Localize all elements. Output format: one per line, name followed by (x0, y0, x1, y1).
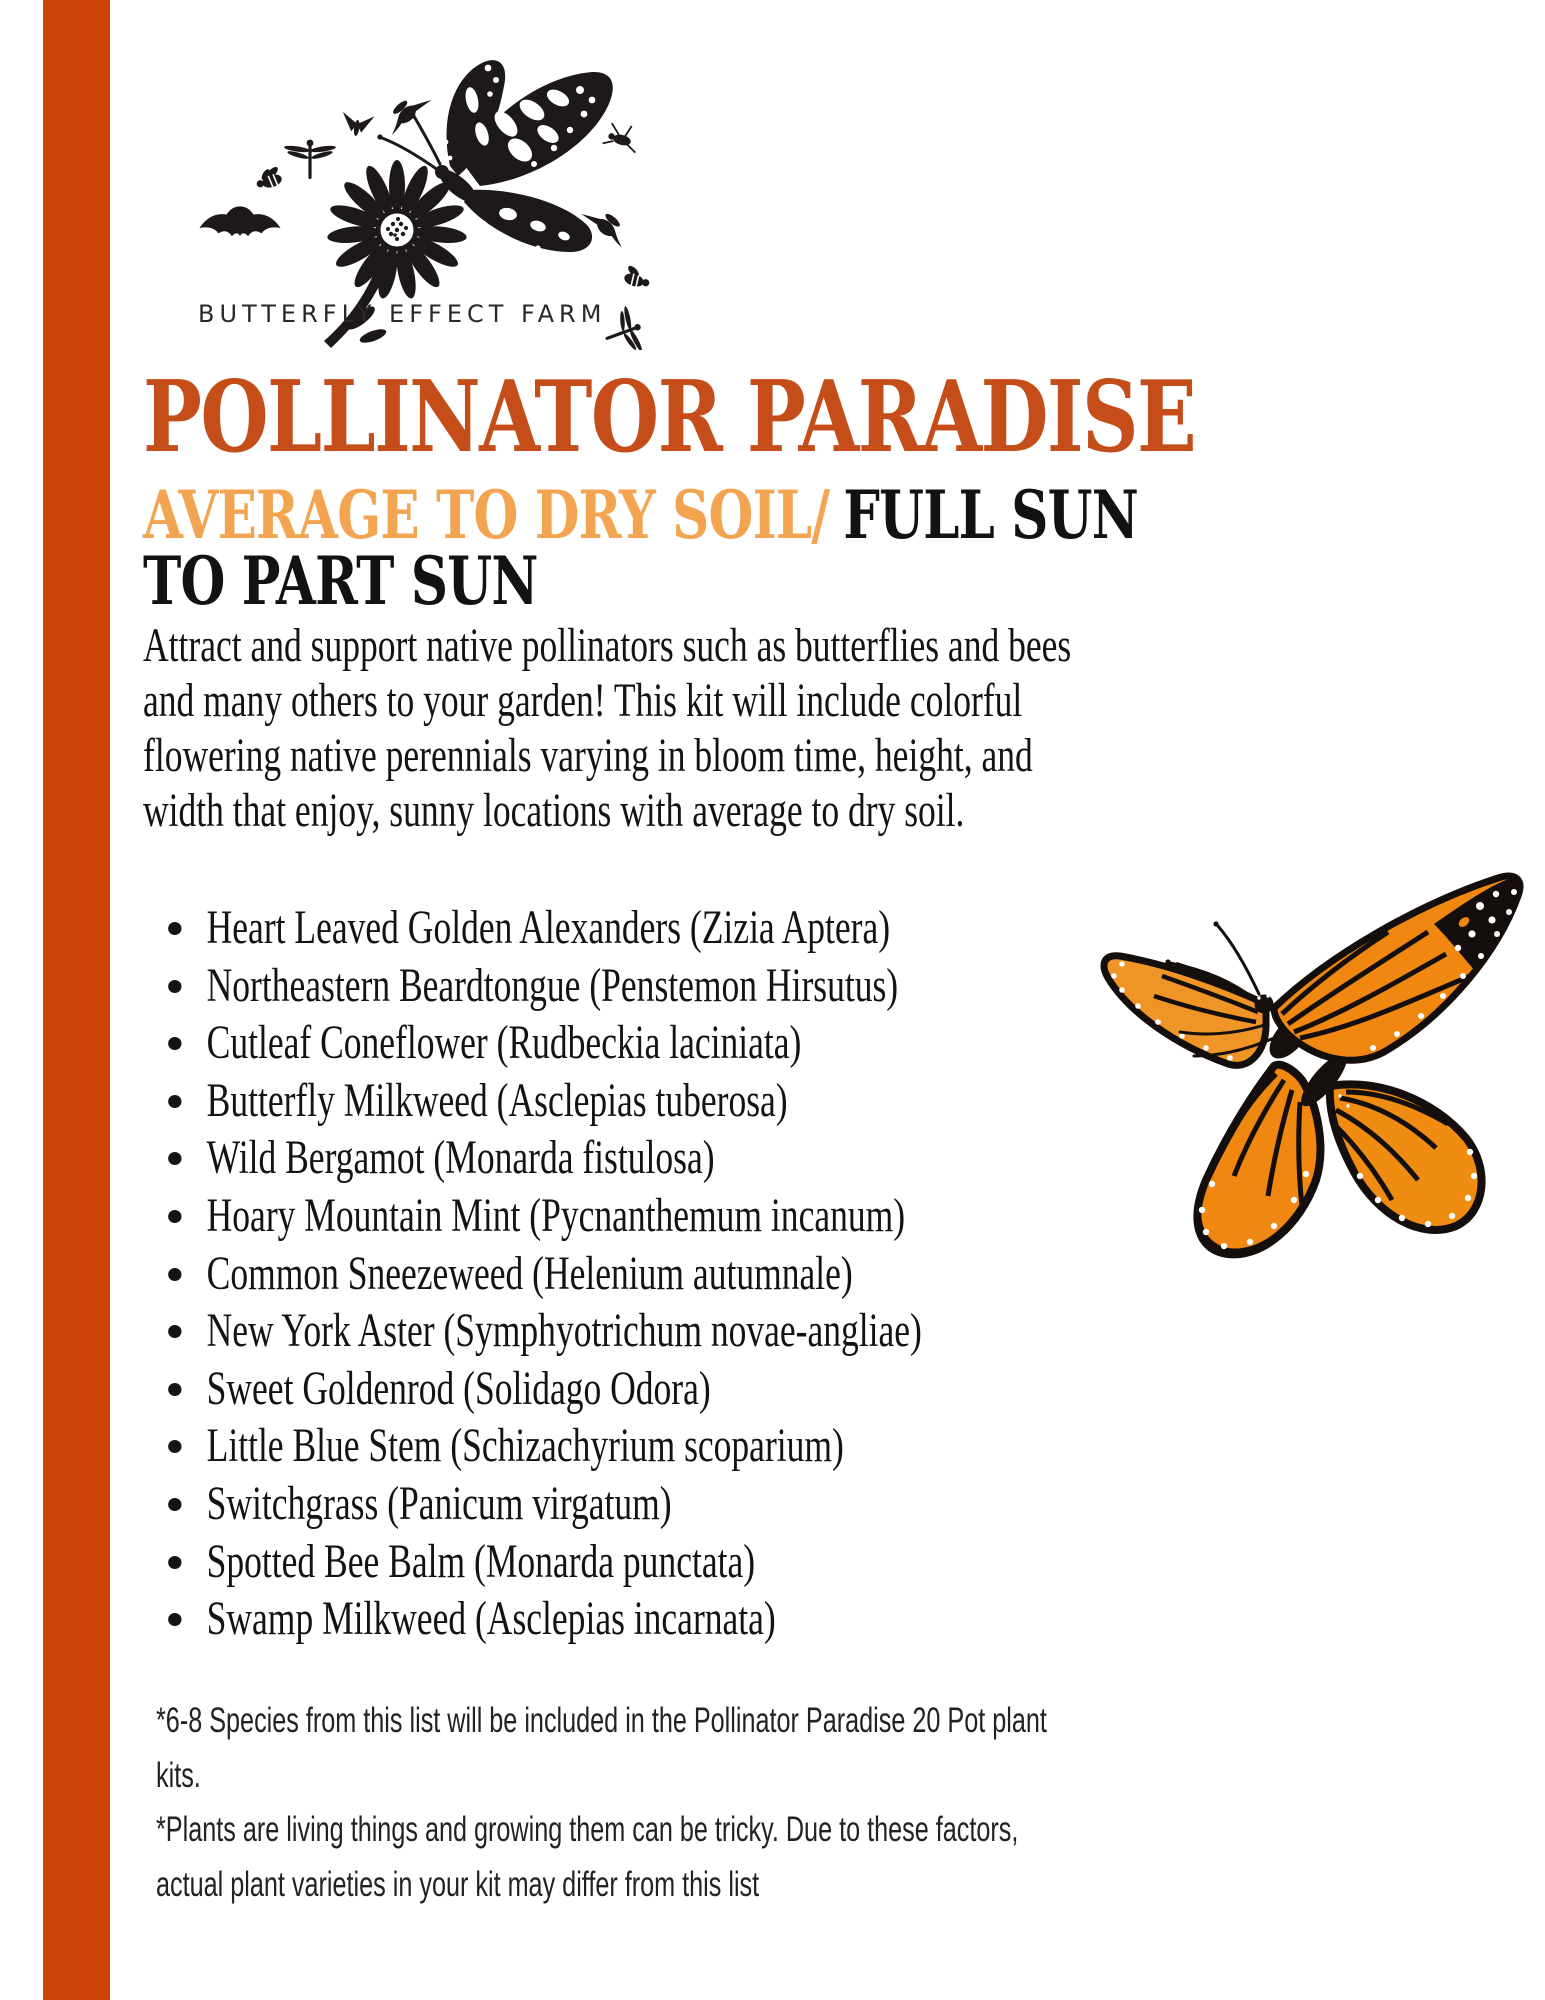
plant-name: Swamp Milkweed (Asclepias incarnata) (206, 1592, 776, 1646)
bullet-icon (168, 1325, 181, 1338)
left-accent-bar (43, 0, 110, 2000)
bullet-icon (168, 1152, 181, 1165)
list-item (143, 899, 1120, 957)
bullet-icon (168, 922, 181, 935)
plant-name: Wild Bergamot (Monarda fistulosa) (206, 1131, 715, 1185)
bullet-icon (168, 1613, 181, 1626)
plant-name: Spotted Bee Balm (Monarda punctata) (206, 1534, 756, 1588)
plant-list (143, 899, 1120, 1648)
plant-name: Butterfly Milkweed (Asclepias tuberosa) (206, 1073, 788, 1127)
list-item (143, 1533, 1120, 1591)
plant-name: Northeastern Beardtongue (Penstemon Hirsutus) (206, 958, 899, 1012)
bullet-icon (168, 980, 181, 993)
dragonfly-icon (284, 140, 336, 179)
list-item (143, 1360, 1120, 1418)
subtitle-line-2 (143, 542, 649, 620)
bullet-icon (168, 1210, 181, 1223)
footnote-disclaimer: *Plants are living things and growing them can be tricky. Due to these factors, actual plant varieties in your kit may differ from this list (156, 1810, 1019, 1904)
footnotes (156, 1694, 1049, 1912)
plant-name: Heart Leaved Golden Alexanders (Zizia Aptera) (206, 901, 891, 954)
plant-name: Sweet Goldenrod (Solidago Odora) (206, 1361, 711, 1415)
farm-name: BUTTERFLY EFFECT FARM (198, 300, 607, 328)
bee-icon (253, 164, 284, 191)
list-item (143, 1014, 1120, 1072)
monarch-right-forewing (1274, 876, 1521, 1060)
plant-name: Hoary Mountain Mint (Pycnanthemum incanum) (206, 1188, 906, 1242)
list-item (143, 957, 1120, 1015)
bullet-icon (168, 1498, 181, 1511)
monarch-butterfly-photo (1078, 828, 1545, 1298)
page-title: POLLINATOR PARADISE (143, 360, 1196, 475)
moth-icon (340, 112, 375, 138)
list-item (143, 1475, 1120, 1533)
plant-name: Switchgrass (Panicum virgatum) (206, 1476, 672, 1530)
intro-paragraph: Attract and support native pollinators such as butterflies and bees and many others to your garden! This kit will include colorful flowering native perennials varying in bloom time, height, and width that enjoy, sunny locations with average to dry soil. (143, 619, 1072, 837)
hummingbird-icon (387, 95, 435, 135)
plant-name: Little Blue Stem (Schizachyrium scoparium) (206, 1419, 844, 1473)
subtitle-soil-text: AVERAGE TO DRY SOIL/ (143, 476, 830, 554)
subtitle-sun-text-2: TO PART SUN (143, 542, 538, 620)
bat-icon (200, 206, 281, 236)
list-item (143, 1187, 1120, 1245)
subtitle-line-1 (143, 476, 1419, 554)
plant-name: Cutleaf Coneflower (Rudbeckia laciniata) (206, 1016, 802, 1070)
bullet-icon (168, 1440, 181, 1453)
wasp-icon (602, 120, 641, 152)
bee-icon (622, 263, 653, 290)
plant-name: New York Aster (Symphyotrichum novae-angliae) (206, 1304, 922, 1358)
list-item (143, 1245, 1120, 1303)
bullet-icon (168, 1268, 181, 1281)
bullet-icon (168, 1556, 181, 1569)
list-item (143, 1129, 1120, 1187)
monarch-left-hindwing (1197, 1065, 1320, 1255)
list-item (143, 1072, 1120, 1130)
bullet-icon (168, 1037, 181, 1050)
bullet-icon (168, 1383, 181, 1396)
list-item (143, 1417, 1120, 1475)
list-item (143, 1302, 1120, 1360)
monarch-right-hindwing (1330, 1084, 1482, 1230)
footnote-species: *6-8 Species from this list will be included in the Pollinator Paradise 20 Pot plant kits. (156, 1701, 1047, 1795)
list-item (143, 1590, 1120, 1648)
plant-name: Common Sneezeweed (Helenium autumnale) (206, 1246, 853, 1300)
bullet-icon (168, 1095, 181, 1108)
subtitle-sun-text-1: FULL SUN (843, 476, 1139, 554)
